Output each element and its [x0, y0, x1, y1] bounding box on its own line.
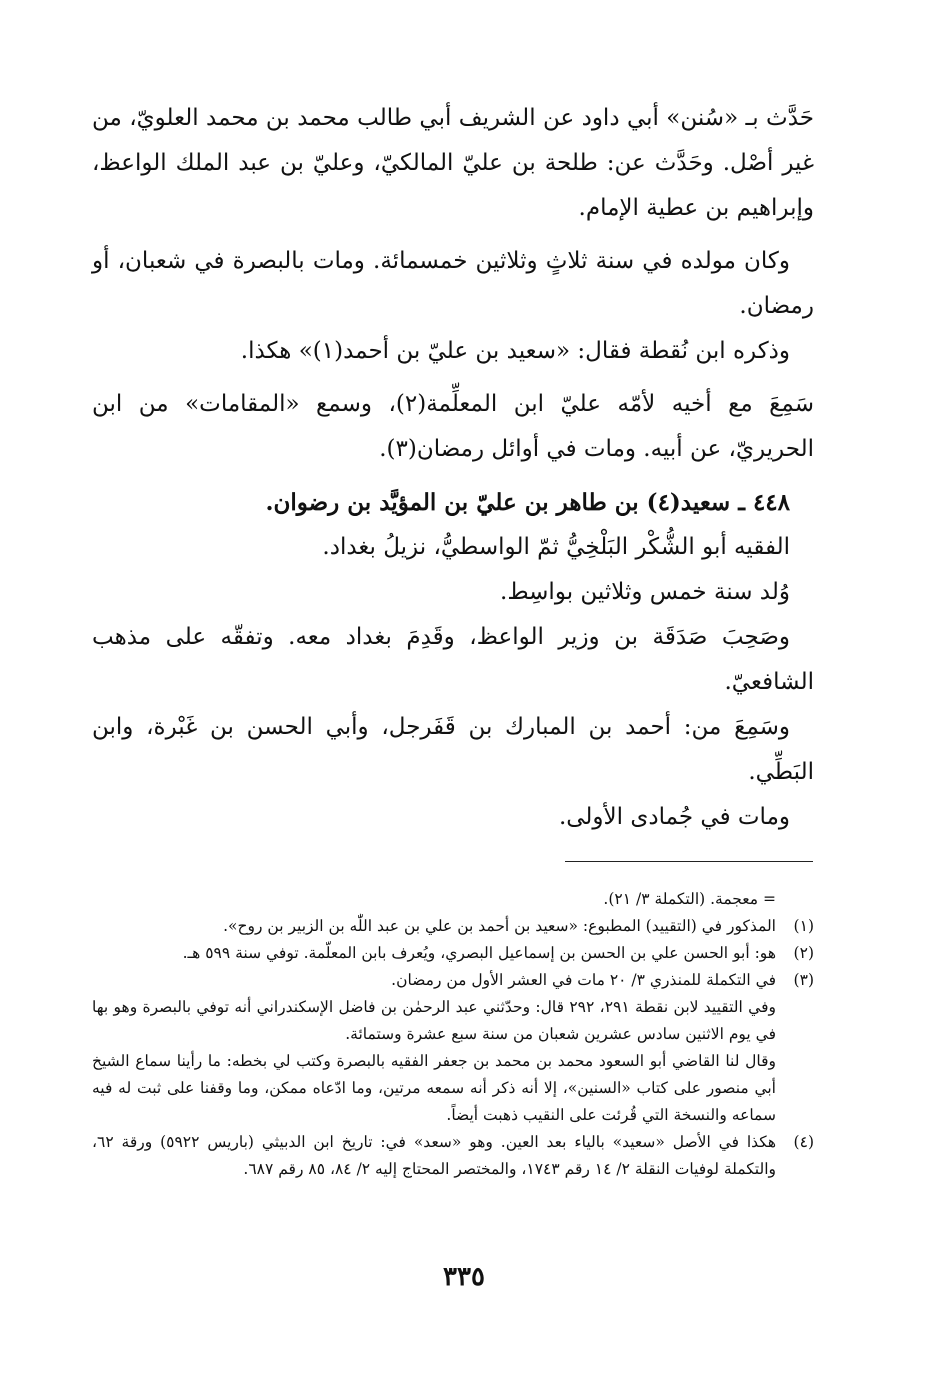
paragraph-sahib: وصَحِبَ صَدَقَة بن وزير الواعظ، وقَدِمَ بغداد معه. وتفقّه على مذهب الشافعيّ. — [92, 624, 814, 695]
paragraph-sami2: وسَمِعَ من: أحمد بن المبارك بن قَفَرجل، وأبي الحسن بن غَبْرة، وابن البَطِّي. — [92, 714, 814, 785]
footnote-continuation: = معجمة. (التكملة ٣/ ٢١). — [603, 890, 776, 908]
paragraph-mat: ومات في جُمادى الأولى. — [558, 804, 790, 830]
main-text — [92, 96, 814, 840]
footnote-1 — [92, 913, 814, 940]
paragraph-wulid: وُلد سنة خمس وثلاثين بواسِط. — [500, 579, 790, 605]
footnotes — [92, 886, 814, 1183]
footnote-text: هكذا في الأصل «سعيد» بالياء بعد العين. وهو «سعد» في: تاريخ ابن الدبيثي (باريس ٥٩٢٢) ورقة ٦٢، والتكملة لوفيات النقلة ٢/ ١٤ رقم ١٧٤٣، والمختصر المحتاج إليه ٢/ ٨٤، ٨٥ رقم ٦٨٧. — [92, 1133, 777, 1178]
footnote-2 — [92, 940, 814, 967]
paragraph-hadath: حَدَّث بـ «سُنن» أبي داود عن الشريف أبي طالب محمد بن محمد العلويّ، من غير أصْل. وحَدَّث عن: طلحة بن عليّ المالكيّ، وعليّ بن عبد الملك الواعظ، وإبراهيم بن عطية الإمام. — [92, 105, 814, 221]
paragraph-mawlid: وكان مولده في سنة ثلاثٍ وثلاثين خمسمائة. ومات بالبصرة في شعبان، أو رمضان. — [92, 248, 814, 319]
paragraph-ibn-nuqta: وذكره ابن نُقطة فقال: «سعيد بن عليّ بن أحمد(١)» هكذا. — [240, 338, 790, 364]
footnote-text: في التكملة للمنذري ٣/ ٢٠ مات في العشر الأول من رمضان. — [391, 971, 776, 989]
footnote-number: (١) — [793, 917, 814, 935]
entry-heading: ٤٤٨ ـ سعيد(٤) بن طاهر بن عليّ بن المؤيَّد بن رضوان. — [265, 489, 790, 516]
footnote-number: (٣) — [793, 971, 814, 989]
page-number: ٣٣٥ — [443, 1262, 485, 1292]
footnote-3 — [92, 967, 814, 994]
footnote-text: هو: أبو الحسن علي بن الحسن بن إسماعيل البصري، ويُعرف بابن المعلّمة. توفي سنة ٥٩٩ هـ. — [182, 944, 776, 962]
footnote-3-paragraph: وقال لنا القاضي أبو السعود محمد بن محمد بن جعفر الفقيه بالبصرة وكتب لي بخطه: ما رأينا سماع الشيخ أبي منصور على كتاب «السنين»، إلا أنه ذكر أنه سمعه مرتين، وما ادّعاه ممكن، وما وقفنا على ثبت له فيه سماعه والنسخة التي قُرئت على النقيب ذهبت أيضاً. — [92, 1052, 776, 1124]
footnote-number: (٢) — [793, 944, 814, 962]
footnote-3-paragraph: وفي التقييد لابن نقطة ٢٩١، ٢٩٢ قال: وحدّثني عبد الرحمٰن بن فاضل الإسكندراني أنه توفي بالبصرة وهو بها في يوم الاثنين سادس عشرين شعبان من سنة سبع عشرة وستمائة. — [92, 998, 776, 1043]
paragraph-sami: سَمِعَ مع أخيه لأمّه عليّ ابن المعلِّمة(٢)، وسمع «المقامات» من ابن الحريريّ، عن أبيه. ومات في أوائل رمضان(٣). — [92, 391, 814, 462]
footnote-4 — [92, 1129, 814, 1183]
footnote-text: المذكور في (التقييد) المطبوع: «سعيد بن أحمد بن علي بن عبد اللّٰه بن الزبير بن روح». — [223, 917, 776, 935]
footnote-divider — [565, 861, 813, 862]
footnote-number: (٤) — [793, 1133, 814, 1151]
paragraph-faqih: الفقيه أبو الشُّكْر البَلْخِيُّ ثمّ الواسطيُّ، نزيلُ بغداد. — [322, 534, 790, 560]
